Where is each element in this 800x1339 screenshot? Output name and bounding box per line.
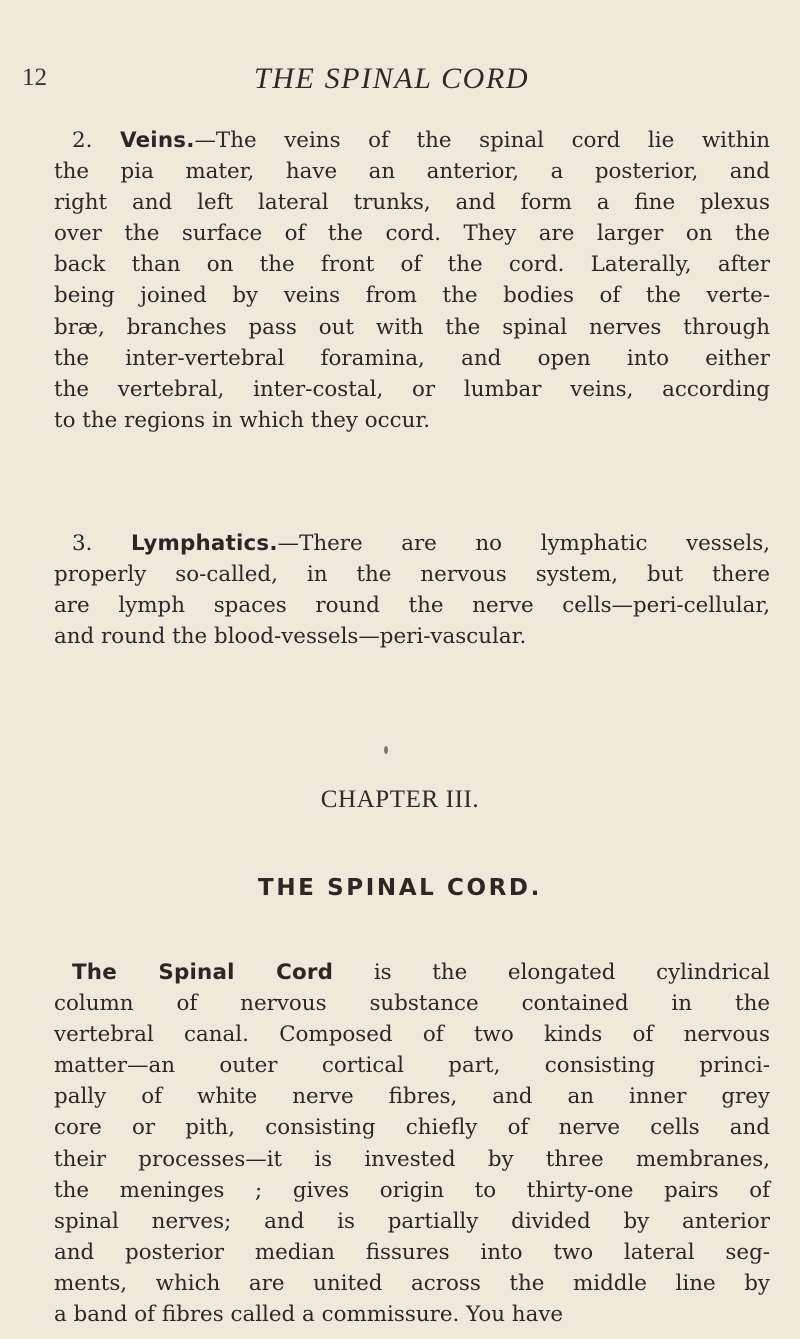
paragraph-line [54, 528, 770, 559]
paragraph-line: vertebral canal. Composed of two kinds of nervous [54, 1022, 770, 1048]
paragraph-line: pally of white nerve fibres, and an inner grey [54, 1084, 770, 1110]
paragraph-line: are lymph spaces round the nerve cells—peri-cellular, [54, 593, 770, 619]
paragraph-line [54, 957, 770, 988]
paragraph-line: being joined by veins from the bodies of the verte- [54, 283, 770, 309]
ink-speck-mark [384, 746, 388, 754]
paragraph-line: right and left lateral trunks, and form a fine plexus [54, 190, 770, 216]
paragraph-line: core or pith, consisting chiefly of nerve cells and [54, 1115, 770, 1141]
section-heading-lymphatics: Lymphatics. [130, 531, 278, 556]
line-text: —The veins of the spinal cord lie within [194, 128, 770, 153]
section-number: 2. [72, 128, 93, 153]
section-heading-veins: Veins. [120, 128, 195, 153]
paragraph-line: and posterior median fissures into two lateral seg- [54, 1239, 770, 1265]
paragraph-line: to the regions in which they occur. [54, 407, 431, 433]
lymphatics-paragraph [54, 528, 770, 652]
spinal-cord-paragraph [54, 957, 770, 1330]
paragraph-line: their processes—it is invested by three membranes, [54, 1146, 770, 1172]
section-heading-spinal-cord: The Spinal Cord [72, 960, 334, 985]
chapter-title: THE SPINAL CORD. [258, 875, 542, 901]
paragraph-line: properly so-called, in the nervous system, but there [54, 562, 770, 588]
veins-paragraph [54, 125, 770, 436]
paragraph-line: over the surface of the cord. They are larger on the [54, 221, 770, 247]
paragraph-line: the pia mater, have an anterior, a posterior, and [54, 159, 770, 185]
paragraph-line: the vertebral, inter-costal, or lumbar veins, according [54, 376, 770, 402]
paragraph-line [54, 125, 770, 156]
paragraph-line: the meninges ; gives origin to thirty-one pairs of [54, 1177, 770, 1203]
chapter-label: CHAPTER III. [320, 786, 480, 813]
line-text: is the elongated cylindrical [333, 960, 770, 985]
paragraph-line: a band of fibres called a commissure. You have [54, 1302, 564, 1328]
line-text: —There are no lymphatic vessels, [277, 531, 770, 556]
paragraph-line: column of nervous substance contained in the [54, 991, 770, 1017]
paragraph-line: ments, which are united across the middle line by [54, 1270, 770, 1296]
paragraph-line: back than on the front of the cord. Laterally, after [54, 252, 770, 278]
paragraph-line: the inter-vertebral foramina, and open into either [54, 345, 770, 371]
paragraph-line: matter—an outer cortical part, consisting princi- [54, 1053, 770, 1079]
section-number: 3. [72, 531, 93, 556]
page-header [22, 62, 762, 102]
running-title: THE SPINAL CORD [254, 62, 530, 95]
paragraph-line: spinal nerves; and is partially divided by anterior [54, 1208, 770, 1234]
page-number: 12 [22, 64, 47, 91]
paragraph-line: bræ, branches pass out with the spinal nerves through [54, 314, 770, 340]
paragraph-line: and round the blood-vessels—peri-vascular. [54, 624, 527, 650]
